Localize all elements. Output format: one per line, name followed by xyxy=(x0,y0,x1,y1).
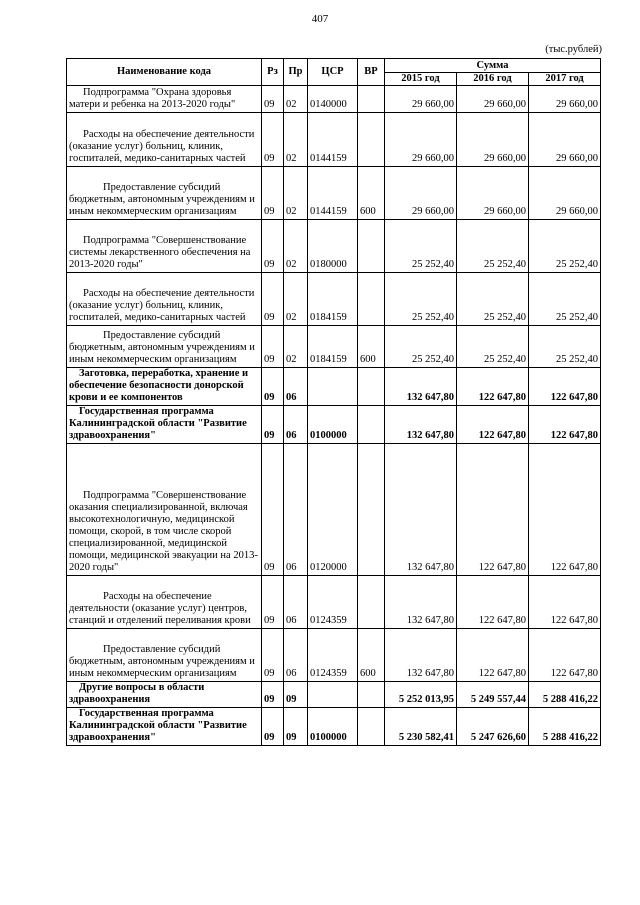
header-vr: ВР xyxy=(358,59,385,86)
cell-y2016: 5 247 626,60 xyxy=(457,708,529,746)
table-row xyxy=(67,113,601,167)
cell-name-text: Расходы на обеспечение деятельности (оказание услуг) больниц, клиник, госпиталей, медико-санитарных частей xyxy=(69,129,255,164)
cell-y2015: 29 660,00 xyxy=(385,113,457,167)
cell-name-text: Подпрограмма "Совершенствование системы лекарственного обеспечения на 2013-2020 годы" xyxy=(69,235,251,270)
cell-vr: 600 xyxy=(358,629,385,682)
cell-csr: 0184159 xyxy=(308,273,358,326)
cell-pr: 02 xyxy=(284,326,308,368)
cell-y2015: 132 647,80 xyxy=(385,576,457,629)
cell-y2017: 29 660,00 xyxy=(529,167,601,220)
cell-y2016: 25 252,40 xyxy=(457,220,529,273)
cell-y2016: 122 647,80 xyxy=(457,406,529,444)
cell-y2015: 29 660,00 xyxy=(385,86,457,113)
cell-y2015: 25 252,40 xyxy=(385,273,457,326)
cell-pr: 02 xyxy=(284,273,308,326)
cell-pr: 02 xyxy=(284,220,308,273)
cell-vr xyxy=(358,444,385,576)
table-row xyxy=(67,220,601,273)
cell-y2015: 132 647,80 xyxy=(385,629,457,682)
cell-y2017: 25 252,40 xyxy=(529,273,601,326)
table-row xyxy=(67,708,601,746)
cell-pr: 02 xyxy=(284,86,308,113)
cell-vr xyxy=(358,86,385,113)
budget-table xyxy=(66,58,601,746)
cell-rz: 09 xyxy=(262,86,284,113)
header-2017: 2017 год xyxy=(529,73,601,86)
cell-y2017: 25 252,40 xyxy=(529,220,601,273)
cell-pr: 02 xyxy=(284,167,308,220)
cell-csr: 0100000 xyxy=(308,406,358,444)
cell-vr: 600 xyxy=(358,167,385,220)
cell-csr xyxy=(308,682,358,708)
cell-y2015: 29 660,00 xyxy=(385,167,457,220)
cell-csr: 0144159 xyxy=(308,113,358,167)
page-number: 407 xyxy=(311,13,329,25)
cell-pr: 09 xyxy=(284,708,308,746)
cell-name-text: Государственная программа Калининградской области "Развитие здравоохранения" xyxy=(69,406,247,441)
cell-rz: 09 xyxy=(262,167,284,220)
cell-pr: 06 xyxy=(284,576,308,629)
table-body xyxy=(67,86,601,746)
cell-rz: 09 xyxy=(262,708,284,746)
table-row xyxy=(67,167,601,220)
cell-vr xyxy=(358,113,385,167)
table-row xyxy=(67,629,601,682)
table-header xyxy=(67,59,601,86)
table-row xyxy=(67,406,601,444)
cell-csr: 0100000 xyxy=(308,708,358,746)
cell-y2017: 122 647,80 xyxy=(529,444,601,576)
cell-y2015: 5 252 013,95 xyxy=(385,682,457,708)
cell-y2017: 5 288 416,22 xyxy=(529,682,601,708)
cell-vr xyxy=(358,406,385,444)
units-label: (тыс.рублей) xyxy=(545,44,602,55)
cell-y2017: 29 660,00 xyxy=(529,86,601,113)
cell-pr: 02 xyxy=(284,113,308,167)
table-row xyxy=(67,326,601,368)
cell-y2016: 122 647,80 xyxy=(457,576,529,629)
cell-y2016: 122 647,80 xyxy=(457,629,529,682)
cell-csr: 0184159 xyxy=(308,326,358,368)
cell-vr xyxy=(358,576,385,629)
cell-name xyxy=(67,167,262,220)
header-2015: 2015 год xyxy=(385,73,457,86)
cell-y2016: 29 660,00 xyxy=(457,86,529,113)
cell-name-text: Государственная программа Калининградской области "Развитие здравоохранения" xyxy=(69,708,247,743)
cell-y2017: 122 647,80 xyxy=(529,406,601,444)
cell-vr xyxy=(358,682,385,708)
cell-y2017: 29 660,00 xyxy=(529,113,601,167)
cell-vr: 600 xyxy=(358,326,385,368)
header-csr: ЦСР xyxy=(308,59,358,86)
cell-y2016: 29 660,00 xyxy=(457,113,529,167)
cell-rz: 09 xyxy=(262,368,284,406)
cell-rz: 09 xyxy=(262,220,284,273)
cell-name xyxy=(67,368,262,406)
cell-csr xyxy=(308,368,358,406)
cell-csr: 0124359 xyxy=(308,576,358,629)
cell-y2015: 5 230 582,41 xyxy=(385,708,457,746)
table-row xyxy=(67,368,601,406)
cell-csr: 0140000 xyxy=(308,86,358,113)
cell-pr: 06 xyxy=(284,368,308,406)
table-row xyxy=(67,682,601,708)
cell-rz: 09 xyxy=(262,273,284,326)
cell-name-text: Предоставление субсидий бюджетным, автономным учреждениям и иным некоммерческим организациям xyxy=(69,330,255,365)
cell-y2017: 122 647,80 xyxy=(529,368,601,406)
cell-rz: 09 xyxy=(262,326,284,368)
cell-pr: 06 xyxy=(284,406,308,444)
cell-y2017: 5 288 416,22 xyxy=(529,708,601,746)
table-row xyxy=(67,273,601,326)
cell-y2015: 132 647,80 xyxy=(385,406,457,444)
cell-csr: 0180000 xyxy=(308,220,358,273)
cell-name xyxy=(67,444,262,576)
cell-name xyxy=(67,86,262,113)
cell-rz: 09 xyxy=(262,113,284,167)
table-row xyxy=(67,86,601,113)
cell-y2015: 25 252,40 xyxy=(385,220,457,273)
cell-name-text: Расходы на обеспечение деятельности (оказание услуг) больниц, клиник, госпиталей, медико-санитарных частей xyxy=(69,288,255,323)
cell-y2015: 25 252,40 xyxy=(385,326,457,368)
cell-y2017: 122 647,80 xyxy=(529,629,601,682)
cell-pr: 06 xyxy=(284,629,308,682)
cell-name-text: Расходы на обеспечение деятельности (оказание услуг) центров, станций и отделений переливания крови xyxy=(69,591,251,626)
cell-y2016: 25 252,40 xyxy=(457,326,529,368)
header-rz: Рз xyxy=(262,59,284,86)
cell-name xyxy=(67,576,262,629)
cell-rz: 09 xyxy=(262,406,284,444)
cell-name xyxy=(67,220,262,273)
cell-name-text: Предоставление субсидий бюджетным, автономным учреждениям и иным некоммерческим организациям xyxy=(69,644,255,679)
cell-name xyxy=(67,708,262,746)
cell-name xyxy=(67,326,262,368)
cell-y2016: 122 647,80 xyxy=(457,444,529,576)
table-row xyxy=(67,576,601,629)
cell-name xyxy=(67,629,262,682)
cell-name xyxy=(67,273,262,326)
cell-rz: 09 xyxy=(262,629,284,682)
cell-name-text: Предоставление субсидий бюджетным, автономным учреждениям и иным некоммерческим организациям xyxy=(69,182,255,217)
cell-y2017: 122 647,80 xyxy=(529,576,601,629)
cell-y2016: 25 252,40 xyxy=(457,273,529,326)
cell-name-text: Подпрограмма "Совершенствование оказания специализированной, включая высокотехнологичную, медицинской помощи, скорой, в том числе скорой специализированной, медицинской помощи, медицинской эвакуации на 2013-2020 годы" xyxy=(69,490,258,573)
cell-vr xyxy=(358,368,385,406)
cell-name-text: Другие вопросы в области здравоохранения xyxy=(69,682,205,705)
header-sum: Сумма xyxy=(385,59,601,73)
table-row xyxy=(67,444,601,576)
cell-pr: 09 xyxy=(284,682,308,708)
header-name: Наименование кода xyxy=(67,59,262,86)
cell-y2016: 122 647,80 xyxy=(457,368,529,406)
cell-vr xyxy=(358,708,385,746)
cell-pr: 06 xyxy=(284,444,308,576)
cell-name xyxy=(67,406,262,444)
cell-rz: 09 xyxy=(262,444,284,576)
cell-name xyxy=(67,682,262,708)
cell-vr xyxy=(358,273,385,326)
cell-name-text: Подпрограмма "Охрана здоровья матери и ребенка на 2013-2020 годы" xyxy=(69,87,236,110)
cell-csr: 0120000 xyxy=(308,444,358,576)
cell-rz: 09 xyxy=(262,682,284,708)
cell-y2015: 132 647,80 xyxy=(385,368,457,406)
cell-rz: 09 xyxy=(262,576,284,629)
cell-name-text: Заготовка, переработка, хранение и обеспечение безопасности донорской крови и ее компонентов xyxy=(69,368,249,403)
cell-y2015: 132 647,80 xyxy=(385,444,457,576)
cell-csr: 0144159 xyxy=(308,167,358,220)
header-pr: Пр xyxy=(284,59,308,86)
cell-y2017: 25 252,40 xyxy=(529,326,601,368)
cell-y2016: 29 660,00 xyxy=(457,167,529,220)
header-2016: 2016 год xyxy=(457,73,529,86)
cell-name xyxy=(67,113,262,167)
cell-csr: 0124359 xyxy=(308,629,358,682)
cell-vr xyxy=(358,220,385,273)
cell-y2016: 5 249 557,44 xyxy=(457,682,529,708)
